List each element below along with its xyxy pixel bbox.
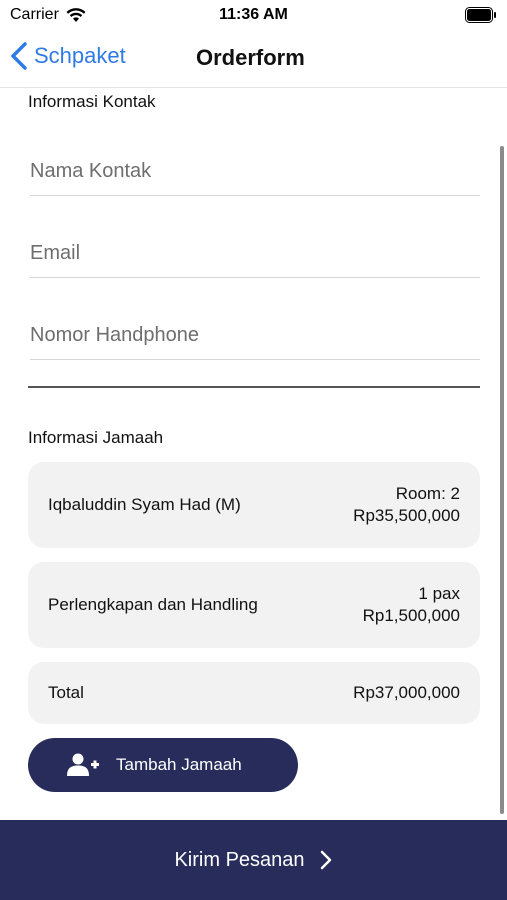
submit-order-button[interactable] [0,820,507,900]
contact-name-field[interactable] [30,138,480,196]
equipment-card[interactable] [28,562,480,648]
scrollbar[interactable] [500,146,504,814]
total-label: Total [48,683,84,702]
status-bar [0,0,507,32]
phone-field[interactable] [30,302,480,360]
carrier-label: Carrier [10,6,59,23]
add-jamaah-button[interactable] [28,738,298,792]
equipment-summary [363,583,460,627]
chevron-left-icon [10,42,28,70]
contact-section-title: Informasi Kontak [28,92,156,111]
jamaah-name: Iqbaluddin Syam Had (M) [48,495,241,514]
equipment-price: Rp1,500,000 [362,606,460,625]
contact-name-input[interactable] [30,160,480,183]
clock: 11:36 AM [219,6,288,23]
email-input[interactable] [30,242,480,265]
total-card [28,662,480,724]
equipment-pax: 1 pax [418,584,460,603]
equipment-name: Perlengkapan dan Handling [48,595,258,614]
back-button[interactable] [10,42,126,70]
jamaah-card[interactable] [28,462,480,548]
submit-label: Kirim Pesanan [174,848,305,871]
chevron-right-icon [319,849,333,871]
jamaah-section-title: Informasi Jamaah [28,428,164,447]
page-title: Orderform [196,45,305,70]
add-user-icon [66,752,100,778]
back-label: Schpaket [34,43,126,68]
section-divider [28,386,480,388]
email-field[interactable] [30,220,480,278]
add-jamaah-label: Tambah Jamaah [116,755,242,774]
battery-icon [465,7,497,23]
navigation-bar [0,32,507,88]
jamaah-room: Room: 2 [395,484,460,503]
phone-input[interactable] [30,324,480,347]
total-value: Rp37,000,000 [353,683,460,702]
jamaah-summary [353,483,460,527]
jamaah-price: Rp35,500,000 [353,506,460,525]
order-form [0,88,507,820]
